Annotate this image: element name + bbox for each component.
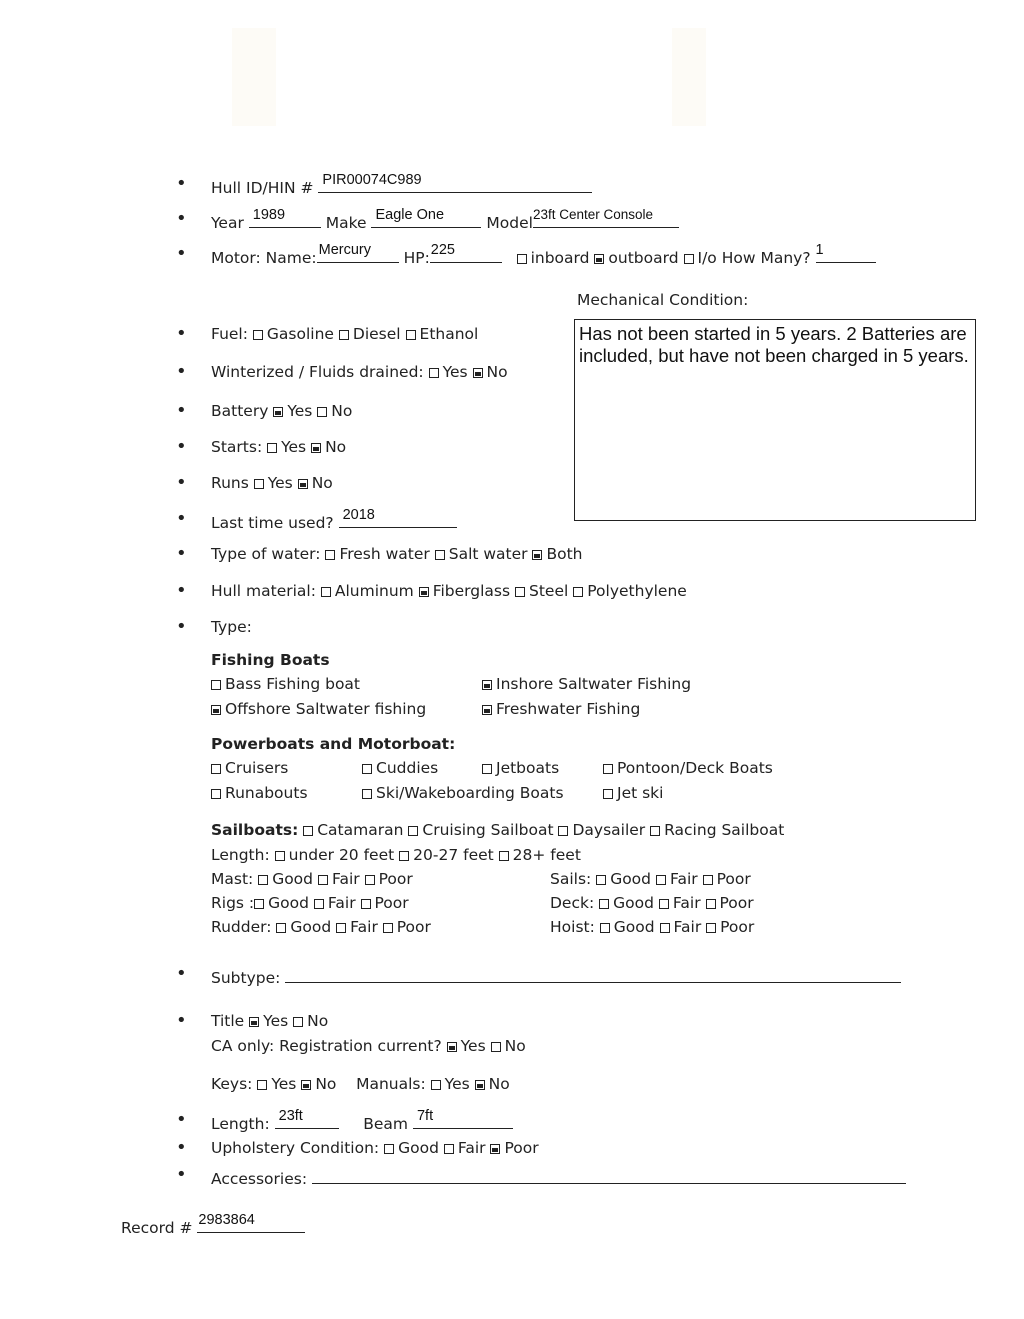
fishing-inshore-label: Inshore Saltwater Fishing — [496, 675, 692, 693]
bullet: • — [176, 1164, 187, 1185]
accessories-label: Accessories: — [211, 1170, 308, 1188]
fuel-ethanol-checkbox[interactable] — [406, 330, 416, 340]
year-field[interactable]: 1989 — [249, 209, 321, 228]
deck-label: Deck: — [550, 894, 595, 912]
fishing-freshwater-item[interactable] — [482, 699, 640, 719]
fishing-bass-item[interactable] — [211, 674, 360, 694]
rudder-label: Rudder: — [211, 918, 272, 936]
bullet: • — [176, 1010, 187, 1031]
sails-good-label: Good — [610, 870, 652, 888]
sails-poor-label: Poor — [716, 870, 751, 888]
power-cuddies-checkbox[interactable] — [362, 764, 372, 774]
length-label: Length: — [211, 1115, 270, 1133]
winterized-label: Winterized / Fluids drained: — [211, 363, 424, 381]
year-label: Year — [211, 214, 244, 232]
water-salt-label: Salt water — [448, 545, 528, 563]
fuel-gasoline-label: Gasoline — [266, 325, 334, 343]
sails-fair-label: Fair — [669, 870, 698, 888]
scan-smudge-left — [232, 28, 276, 126]
sailboats-heading: Sailboats: — [211, 821, 299, 839]
sail-cruising-label: Cruising Sailboat — [422, 821, 554, 839]
fishing-boats-heading: Fishing Boats — [211, 651, 330, 669]
manuals-no-checkbox[interactable] — [475, 1080, 485, 1090]
power-jetski-item[interactable] — [603, 783, 663, 803]
rudder-poor-checkbox[interactable] — [383, 923, 393, 933]
mechanical-condition-text: Has not been started in 5 years. 2 Batteries are included, but have not been charged in 5 years. — [579, 323, 969, 366]
length-field[interactable]: 23ft — [275, 1110, 339, 1129]
water-both-label: Both — [546, 545, 583, 563]
starts-yes-checkbox[interactable] — [267, 443, 277, 453]
power-ski-checkbox[interactable] — [362, 789, 372, 799]
bullet: • — [176, 1137, 187, 1158]
rudder-good-label: Good — [290, 918, 332, 936]
bullet: • — [176, 580, 187, 601]
fishing-inshore-checkbox[interactable] — [482, 680, 492, 690]
sails-poor-checkbox[interactable] — [703, 875, 713, 885]
hoist-good-checkbox[interactable] — [600, 923, 610, 933]
hull-id-label: Hull ID/HIN # — [211, 179, 314, 197]
registration-no-label: No — [504, 1037, 526, 1055]
sail-racing-checkbox[interactable] — [650, 826, 660, 836]
record-label: Record # — [121, 1219, 193, 1237]
hoist-good-label: Good — [613, 918, 655, 936]
mechanical-condition-box[interactable] — [574, 319, 976, 521]
bullet: • — [176, 361, 187, 382]
mast-poor-checkbox[interactable] — [365, 875, 375, 885]
motor-name-field[interactable]: Mercury — [317, 244, 399, 263]
how-many-label: How Many? — [721, 249, 811, 267]
upholstery-fair-label: Fair — [457, 1139, 486, 1157]
rigs-fair-label: Fair — [327, 894, 356, 912]
how-many-field[interactable]: 1 — [816, 244, 876, 263]
outboard-label: outboard — [608, 249, 679, 267]
rudder-fair-label: Fair — [350, 918, 378, 936]
keys-manuals-row — [211, 1074, 510, 1094]
mast-good-label: Good — [272, 870, 314, 888]
rigs-row — [211, 893, 409, 913]
sails-fair-checkbox[interactable] — [656, 875, 666, 885]
title-no-label: No — [307, 1012, 329, 1030]
rigs-label: Rigs : — [211, 894, 255, 912]
sail-catamaran-checkbox[interactable] — [303, 826, 313, 836]
sail-length-20-27-checkbox[interactable] — [399, 851, 409, 861]
sail-daysailer-label: Daysailer — [572, 821, 646, 839]
power-pontoon-item[interactable] — [603, 758, 773, 778]
registration-no-checkbox[interactable] — [491, 1042, 501, 1052]
sails-good-checkbox[interactable] — [596, 875, 606, 885]
registration-label: CA only: Registration current? — [211, 1037, 442, 1055]
manuals-label: Manuals: — [356, 1075, 426, 1093]
io-checkbox[interactable] — [684, 254, 694, 264]
last-used-label: Last time used? — [211, 514, 334, 532]
power-cruisers-checkbox[interactable] — [211, 764, 221, 774]
power-cruisers-label: Cruisers — [225, 759, 289, 777]
power-jetboats-checkbox[interactable] — [482, 764, 492, 774]
upholstery-fair-checkbox[interactable] — [444, 1144, 454, 1154]
sail-catamaran-label: Catamaran — [317, 821, 404, 839]
fishing-freshwater-label: Freshwater Fishing — [496, 700, 641, 718]
bullet: • — [176, 208, 187, 229]
bullet: • — [176, 323, 187, 344]
starts-no-checkbox[interactable] — [311, 443, 321, 453]
title-no-checkbox[interactable] — [293, 1017, 303, 1027]
bullet: • — [176, 963, 187, 984]
deck-poor-label: Poor — [719, 894, 754, 912]
power-jetski-checkbox[interactable] — [603, 789, 613, 799]
record-field[interactable]: 2983864 — [197, 1214, 305, 1233]
sail-daysailer-checkbox[interactable] — [558, 826, 568, 836]
motor-row — [211, 244, 876, 268]
title-yes-checkbox[interactable] — [249, 1017, 259, 1027]
upholstery-row — [211, 1138, 539, 1158]
type-label: Type: — [211, 618, 252, 636]
length-beam-row — [211, 1110, 513, 1134]
model-field[interactable]: 23ft Center Console — [533, 209, 679, 228]
outboard-checkbox[interactable] — [594, 254, 604, 264]
hoist-poor-checkbox[interactable] — [706, 923, 716, 933]
fishing-bass-checkbox[interactable] — [211, 680, 221, 690]
runs-no-label: No — [311, 474, 333, 492]
winterized-yes-label: Yes — [442, 363, 468, 381]
mast-good-checkbox[interactable] — [258, 875, 268, 885]
sail-length-28plus-label: 28+ feet — [512, 846, 581, 864]
fuel-label: Fuel: — [211, 325, 248, 343]
battery-label: Battery — [211, 402, 269, 420]
hull-polyethylene-checkbox[interactable] — [573, 587, 583, 597]
model-label: Model — [486, 214, 533, 232]
keys-yes-label: Yes — [271, 1075, 297, 1093]
water-both-checkbox[interactable] — [532, 550, 542, 560]
inboard-checkbox[interactable] — [517, 254, 527, 264]
sails-row — [550, 869, 751, 889]
hull-steel-label: Steel — [529, 582, 569, 600]
deck-row — [550, 893, 754, 913]
fishing-bass-label: Bass Fishing boat — [225, 675, 360, 693]
starts-yes-label: Yes — [281, 438, 307, 456]
hoist-fair-label: Fair — [673, 918, 702, 936]
sail-length-28plus-checkbox[interactable] — [499, 851, 509, 861]
battery-yes-checkbox[interactable] — [273, 407, 283, 417]
power-jetski-label: Jet ski — [617, 784, 664, 802]
mast-poor-label: Poor — [378, 870, 413, 888]
starts-label: Starts: — [211, 438, 263, 456]
manuals-yes-checkbox[interactable] — [431, 1080, 441, 1090]
hoist-poor-label: Poor — [720, 918, 755, 936]
winterized-no-checkbox[interactable] — [473, 368, 483, 378]
upholstery-good-checkbox[interactable] — [384, 1144, 394, 1154]
manuals-no-label: No — [488, 1075, 510, 1093]
hp-label: HP: — [403, 249, 430, 267]
manuals-yes-label: Yes — [444, 1075, 470, 1093]
power-cruisers-item[interactable] — [211, 758, 288, 778]
power-pontoon-checkbox[interactable] — [603, 764, 613, 774]
sail-length-under20-label: under 20 feet — [288, 846, 395, 864]
power-ski-label: Ski/Wakeboarding Boats — [376, 784, 564, 802]
subtype-row — [211, 964, 901, 988]
registration-row — [211, 1036, 526, 1056]
fuel-gasoline-checkbox[interactable] — [253, 330, 263, 340]
title-yes-label: Yes — [263, 1012, 289, 1030]
fuel-ethanol-label: Ethanol — [419, 325, 479, 343]
motor-label: Motor: Name: — [211, 249, 317, 267]
starts-row — [211, 437, 346, 457]
winterized-no-label: No — [486, 363, 508, 381]
water-salt-checkbox[interactable] — [435, 550, 445, 560]
subtype-label: Subtype: — [211, 969, 281, 987]
sail-length-label: Length: — [211, 846, 270, 864]
bullet: • — [176, 243, 187, 264]
upholstery-poor-checkbox[interactable] — [490, 1144, 500, 1154]
bullet: • — [176, 472, 187, 493]
rudder-poor-label: Poor — [396, 918, 431, 936]
battery-row — [211, 401, 352, 421]
hull-aluminum-checkbox[interactable] — [321, 587, 331, 597]
upholstery-label: Upholstery Condition: — [211, 1139, 380, 1157]
hull-polyethylene-label: Polyethylene — [587, 582, 687, 600]
sail-racing-label: Racing Sailboat — [664, 821, 785, 839]
hull-id-field[interactable]: PIR00074C989 — [318, 174, 592, 193]
power-runabouts-label: Runabouts — [225, 784, 308, 802]
record-row — [121, 1214, 305, 1238]
registration-yes-label: Yes — [460, 1037, 486, 1055]
hoist-row — [550, 917, 754, 937]
deck-good-label: Good — [613, 894, 654, 912]
fishing-offshore-checkbox[interactable] — [211, 705, 221, 715]
runs-row — [211, 473, 333, 493]
fishing-offshore-label: Offshore Saltwater fishing — [225, 700, 427, 718]
mast-row — [211, 869, 413, 889]
power-runabouts-item[interactable] — [211, 783, 308, 803]
rigs-fair-checkbox[interactable] — [314, 899, 324, 909]
power-cuddies-item[interactable] — [362, 758, 438, 778]
io-label: I/o — [697, 249, 717, 267]
fishing-offshore-item[interactable] — [211, 699, 426, 719]
bullet: • — [176, 616, 187, 637]
hull-material-row — [211, 581, 687, 601]
deck-fair-label: Fair — [672, 894, 701, 912]
hull-fiberglass-checkbox[interactable] — [419, 587, 429, 597]
power-pontoon-label: Pontoon/Deck Boats — [617, 759, 773, 777]
subtype-field[interactable] — [285, 964, 901, 983]
last-used-field[interactable]: 2018 — [339, 509, 457, 528]
water-fresh-checkbox[interactable] — [325, 550, 335, 560]
runs-yes-checkbox[interactable] — [254, 479, 264, 489]
mechanical-condition-label: Mechanical Condition: — [577, 291, 749, 309]
rudder-row — [211, 917, 431, 937]
power-runabouts-checkbox[interactable] — [211, 789, 221, 799]
bullet: • — [176, 400, 187, 421]
battery-no-label: No — [331, 402, 353, 420]
runs-no-checkbox[interactable] — [298, 479, 308, 489]
starts-no-label: No — [325, 438, 347, 456]
registration-yes-checkbox[interactable] — [447, 1042, 457, 1052]
bullet: • — [176, 543, 187, 564]
battery-no-checkbox[interactable] — [317, 407, 327, 417]
mast-fair-checkbox[interactable] — [318, 875, 328, 885]
fuel-diesel-label: Diesel — [352, 325, 401, 343]
fuel-diesel-checkbox[interactable] — [339, 330, 349, 340]
hull-fiberglass-label: Fiberglass — [432, 582, 511, 600]
water-label: Type of water: — [211, 545, 321, 563]
last-used-row — [211, 509, 457, 533]
make-field[interactable]: Eagle One — [371, 209, 481, 228]
bullet: • — [176, 173, 187, 194]
hull-aluminum-label: Aluminum — [334, 582, 414, 600]
fishing-freshwater-checkbox[interactable] — [482, 705, 492, 715]
runs-yes-label: Yes — [267, 474, 293, 492]
bullet: • — [176, 436, 187, 457]
scan-smudge-right — [672, 28, 706, 126]
bullet: • — [176, 508, 187, 529]
rigs-good-checkbox[interactable] — [254, 899, 264, 909]
sail-length-20-27-label: 20-27 feet — [413, 846, 494, 864]
winterized-yes-checkbox[interactable] — [429, 368, 439, 378]
upholstery-good-label: Good — [398, 1139, 439, 1157]
accessories-field[interactable] — [312, 1165, 906, 1184]
sails-label: Sails: — [550, 870, 592, 888]
inboard-label: inboard — [530, 249, 590, 267]
title-label: Title — [211, 1012, 245, 1030]
deck-fair-checkbox[interactable] — [659, 899, 669, 909]
year-make-model-row — [211, 209, 679, 233]
sail-cruising-checkbox[interactable] — [408, 826, 418, 836]
battery-yes-label: Yes — [287, 402, 313, 420]
rigs-poor-checkbox[interactable] — [361, 899, 371, 909]
accessories-row — [211, 1165, 906, 1189]
power-jetboats-label: Jetboats — [496, 759, 560, 777]
hull-id-row — [211, 174, 592, 198]
keys-no-checkbox[interactable] — [301, 1080, 311, 1090]
power-cuddies-label: Cuddies — [376, 759, 439, 777]
upholstery-poor-label: Poor — [504, 1139, 539, 1157]
fishing-inshore-item[interactable] — [482, 674, 691, 694]
sail-length-under20-checkbox[interactable] — [275, 851, 285, 861]
hoist-fair-checkbox[interactable] — [660, 923, 670, 933]
hull-steel-checkbox[interactable] — [515, 587, 525, 597]
rigs-good-label: Good — [268, 894, 309, 912]
make-label: Make — [325, 214, 367, 232]
keys-label: Keys: — [211, 1075, 253, 1093]
keys-no-label: No — [315, 1075, 337, 1093]
rigs-poor-label: Poor — [374, 894, 409, 912]
hull-material-label: Hull material: — [211, 582, 316, 600]
mast-fair-label: Fair — [331, 870, 360, 888]
rudder-fair-checkbox[interactable] — [336, 923, 346, 933]
hp-field[interactable]: 225 — [430, 244, 502, 263]
water-fresh-label: Fresh water — [339, 545, 430, 563]
powerboats-heading: Powerboats and Motorboat: — [211, 735, 456, 753]
title-row — [211, 1011, 328, 1031]
keys-yes-checkbox[interactable] — [257, 1080, 267, 1090]
power-ski-item[interactable] — [362, 783, 564, 803]
deck-good-checkbox[interactable] — [599, 899, 609, 909]
rudder-good-checkbox[interactable] — [276, 923, 286, 933]
beam-label: Beam — [363, 1115, 409, 1133]
power-jetboats-item[interactable] — [482, 758, 559, 778]
sailboats-row — [211, 820, 784, 840]
water-row — [211, 544, 583, 564]
fuel-row — [211, 324, 478, 344]
sail-length-row — [211, 845, 581, 865]
deck-poor-checkbox[interactable] — [706, 899, 716, 909]
runs-label: Runs — [211, 474, 249, 492]
winterized-row — [211, 362, 508, 382]
bullet: • — [176, 1109, 187, 1130]
beam-field[interactable]: 7ft — [413, 1110, 513, 1129]
hoist-label: Hoist: — [550, 918, 595, 936]
mast-label: Mast: — [211, 870, 254, 888]
